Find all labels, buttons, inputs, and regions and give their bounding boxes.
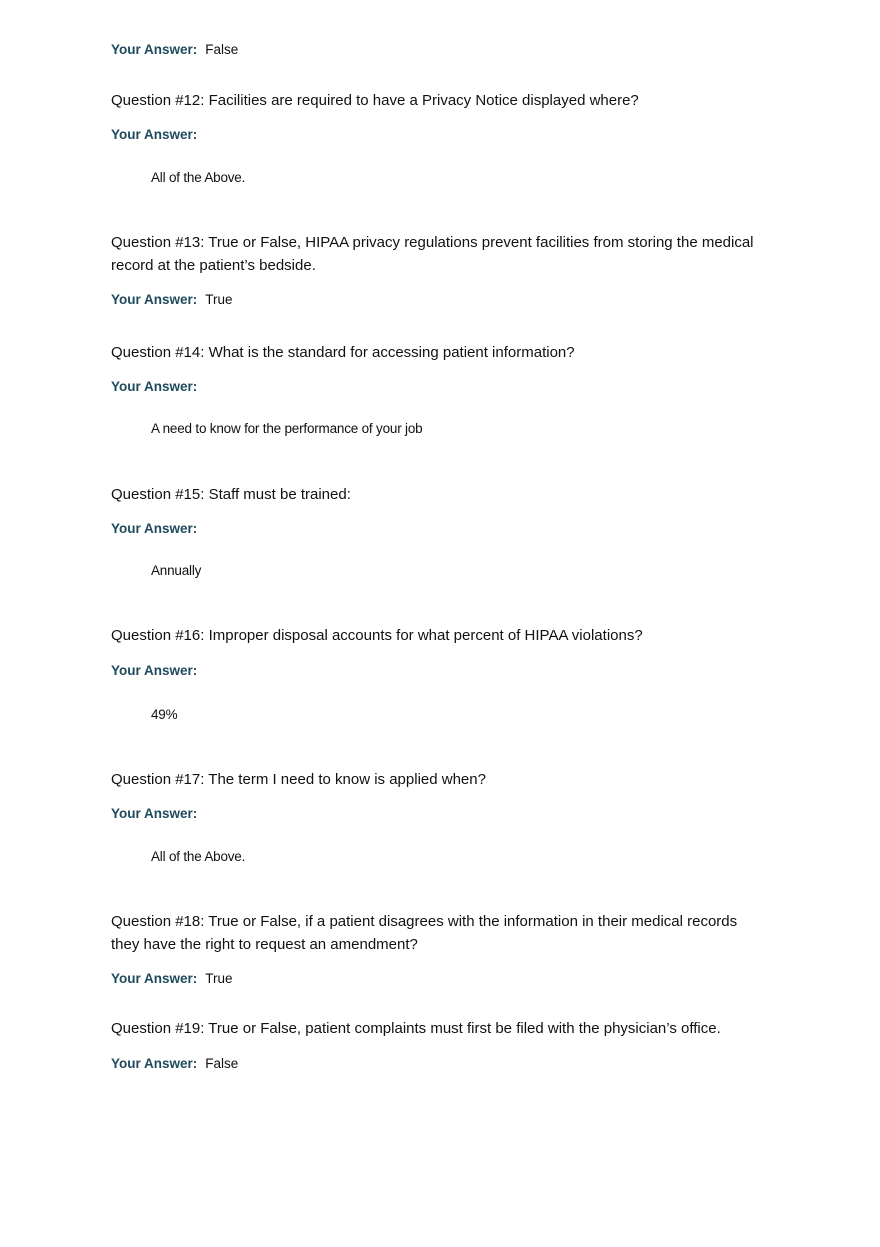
question-15: Question #15: Staff must be trained: <box>111 486 351 503</box>
question-18: Question #18: True or False, if a patient disagrees with the information in their medical records they have the right to request an amendment? <box>111 913 738 953</box>
answer-label: Your Answer: <box>111 521 198 536</box>
answer-row <box>111 126 205 144</box>
answer-row <box>111 662 205 680</box>
answer-row <box>111 378 205 396</box>
answer-value: True <box>205 971 233 986</box>
answer-value: False <box>205 1056 239 1071</box>
answer-value: All of the Above. <box>151 170 246 185</box>
answer-label: Your Answer: <box>111 292 198 307</box>
question-19: Question #19: True or False, patient complaints must first be filed with the physician’s office. <box>111 1020 721 1037</box>
answer-label: Your Answer: <box>111 42 198 57</box>
answer-row <box>111 1055 238 1073</box>
answer-label: Your Answer: <box>111 806 198 821</box>
answer-label: Your Answer: <box>111 971 198 986</box>
answer-value: True <box>205 292 233 307</box>
answer-label: Your Answer: <box>111 1056 198 1071</box>
answer-value: All of the Above. <box>151 849 246 864</box>
question-17: Question #17: The term I need to know is applied when? <box>111 771 486 788</box>
answer-row <box>111 970 233 988</box>
answer-value: 49% <box>151 707 178 722</box>
answer-row <box>111 291 233 309</box>
answer-row <box>111 520 205 538</box>
answer-value: False <box>205 42 239 57</box>
question-14: Question #14: What is the standard for accessing patient information? <box>111 344 575 361</box>
question-12: Question #12: Facilities are required to have a Privacy Notice displayed where? <box>111 92 639 109</box>
answer-row <box>111 805 205 823</box>
answer-value: Annually <box>151 563 202 578</box>
answer-label: Your Answer: <box>111 379 198 394</box>
question-13: Question #13: True or False, HIPAA privacy regulations prevent facilities from storing the medical record at the patient’s bedside. <box>111 234 754 274</box>
answer-row <box>111 41 238 59</box>
answer-label: Your Answer: <box>111 663 198 678</box>
answer-label: Your Answer: <box>111 127 198 142</box>
question-16: Question #16: Improper disposal accounts for what percent of HIPAA violations? <box>111 627 643 644</box>
answer-value: A need to know for the performance of your job <box>151 421 423 436</box>
